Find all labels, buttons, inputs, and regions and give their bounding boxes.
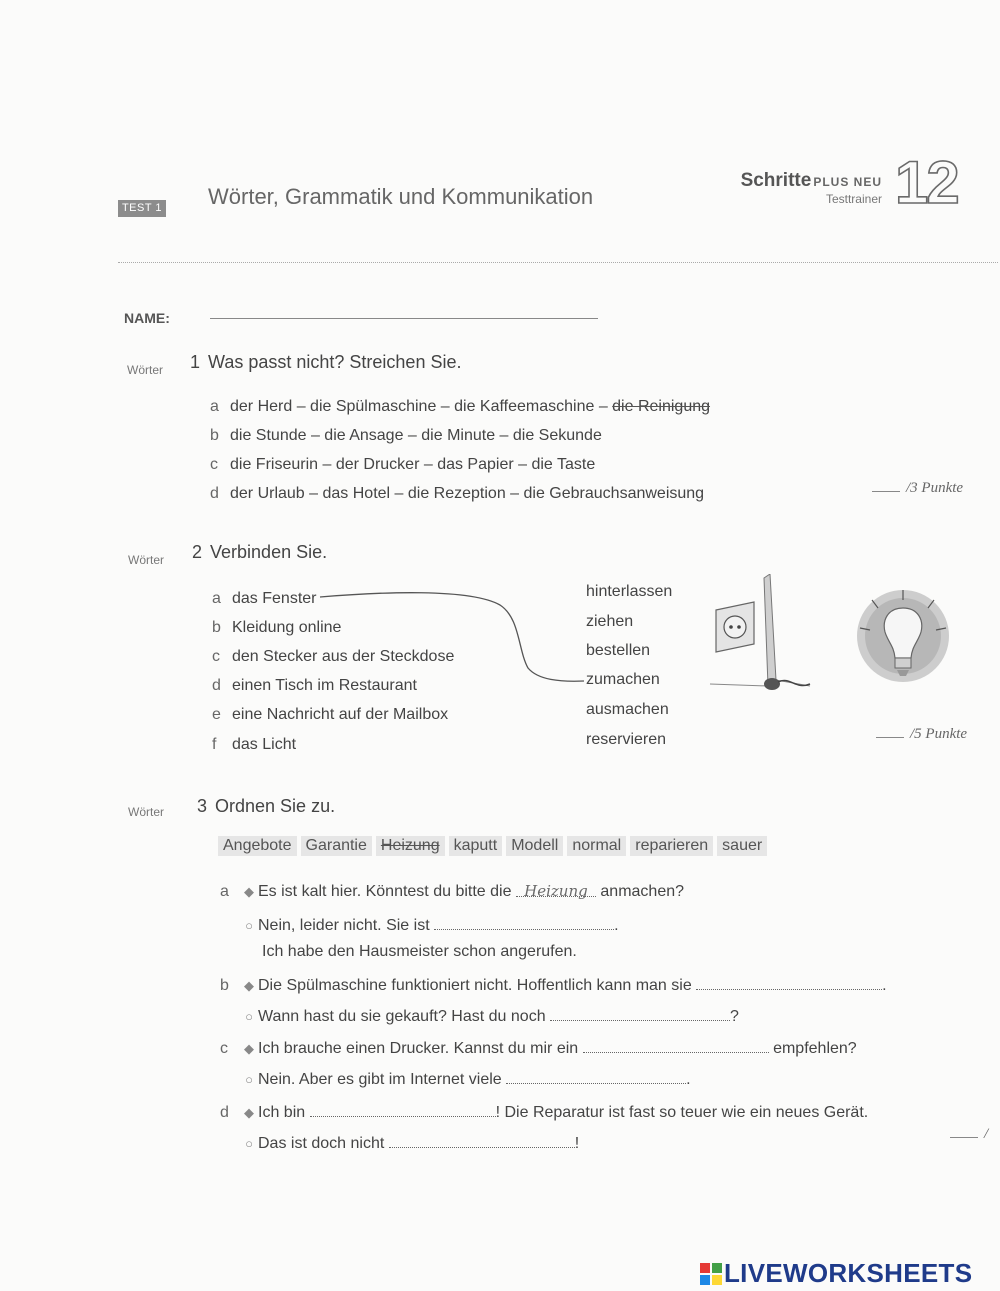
liveworksheets-icon bbox=[700, 1263, 722, 1285]
ex2-instruction: Verbinden Sie. bbox=[210, 542, 328, 562]
dialog-c-line2 bbox=[240, 1069, 691, 1089]
test-badge: TEST 1 bbox=[118, 200, 166, 217]
word-kaputt[interactable]: kaputt bbox=[449, 836, 503, 856]
ex2-letter: e bbox=[212, 706, 221, 723]
blank-input[interactable] bbox=[434, 915, 614, 930]
ex2-category: Wörter bbox=[128, 553, 164, 567]
ex1-category: Wörter bbox=[127, 363, 163, 377]
ex2-letter: d bbox=[212, 677, 221, 694]
dialog-text: . bbox=[686, 1071, 691, 1088]
dialog-text: Ich bin bbox=[258, 1104, 306, 1121]
ex2-verb-ziehen[interactable]: ziehen bbox=[586, 613, 634, 630]
dialog-letter: b bbox=[220, 977, 229, 994]
ex2-letter: f bbox=[212, 736, 217, 753]
ex1-instruction: Was passt nicht? Streichen Sie. bbox=[208, 352, 462, 372]
dialog-text: . bbox=[882, 977, 887, 994]
speaker-b-icon: ○ bbox=[245, 1009, 253, 1024]
dialog-text: Das ist doch nicht bbox=[258, 1135, 385, 1152]
points-label: /5 Punkte bbox=[910, 726, 968, 742]
blank-input[interactable] bbox=[583, 1038, 769, 1053]
points-label: /3 Punkte bbox=[906, 480, 964, 496]
dialog-text: Es ist kalt hier. Könntest du bitte die bbox=[258, 883, 512, 900]
word-bank bbox=[218, 836, 771, 856]
ex3-instruction: Ordnen Sie zu. bbox=[215, 796, 336, 816]
ex2-left-text: Kleidung online bbox=[232, 619, 342, 636]
liveworksheets-text: LIVEWORKSHEETS bbox=[724, 1258, 973, 1288]
speaker-a-icon: ◆ bbox=[244, 884, 254, 899]
dialog-b-line2 bbox=[240, 1006, 739, 1026]
ex2-verb-ausmachen[interactable]: ausmachen bbox=[586, 701, 669, 718]
dialog-letter: a bbox=[220, 883, 229, 900]
word-heizung[interactable]: Heizung bbox=[376, 836, 445, 856]
dialog-text: ? bbox=[730, 1008, 739, 1025]
ex2-verb-bestellen[interactable]: bestellen bbox=[586, 642, 651, 659]
dialog-d-line1 bbox=[220, 1102, 868, 1122]
word-reparieren[interactable]: reparieren bbox=[630, 836, 713, 856]
blank-input[interactable] bbox=[506, 1069, 686, 1084]
socket-illustration bbox=[702, 574, 818, 702]
blank-input[interactable] bbox=[310, 1102, 496, 1117]
speaker-a-icon: ◆ bbox=[244, 978, 254, 993]
ex1-row-text[interactable]: die Stunde – die Ansage – die Minute – die Sekunde bbox=[230, 427, 602, 444]
dialog-letter: c bbox=[220, 1040, 228, 1057]
ex3-number: 3 bbox=[197, 796, 208, 816]
dialog-text: ! Die Reparatur ist fast so teuer wie ein neues Gerät. bbox=[495, 1104, 869, 1121]
ex3-points bbox=[950, 1126, 988, 1143]
page-title: Wörter, Grammatik und Kommunikation bbox=[208, 184, 594, 209]
dialog-text: Wann hast du sie gekauft? Hast du noch bbox=[258, 1008, 546, 1025]
points-blank[interactable] bbox=[876, 737, 904, 738]
dialog-text: Die Spülmaschine funktioniert nicht. Hoffentlich kann man sie bbox=[258, 977, 692, 994]
ex1-row-text: der Herd – die Spülmaschine – die Kaffeemaschine – bbox=[230, 398, 613, 415]
dialog-a-line1 bbox=[220, 882, 684, 901]
word-angebote[interactable]: Angebote bbox=[218, 836, 297, 856]
ex1-struck-answer[interactable]: die Reinigung bbox=[612, 398, 711, 415]
speaker-b-icon: ○ bbox=[245, 1136, 253, 1151]
word-modell[interactable]: Modell bbox=[506, 836, 563, 856]
speaker-a-icon: ◆ bbox=[244, 1041, 254, 1056]
points-label: / bbox=[984, 1126, 989, 1142]
dialog-text: Nein. Aber es gibt im Internet viele bbox=[258, 1071, 502, 1088]
ex2-number: 2 bbox=[192, 542, 203, 562]
ex2-verb-zumachen[interactable]: zumachen bbox=[586, 671, 660, 688]
ex2-letter: c bbox=[212, 648, 220, 665]
dialog-b-line1 bbox=[220, 975, 887, 995]
ex2-left-text: eine Nachricht auf der Mailbox bbox=[232, 706, 449, 723]
dialog-a-line2 bbox=[240, 915, 619, 935]
speaker-a-icon: ◆ bbox=[244, 1105, 254, 1120]
ex1-letter: a bbox=[210, 398, 219, 415]
word-garantie[interactable]: Garantie bbox=[301, 836, 372, 856]
brand-plus: PLUS NEU bbox=[813, 175, 882, 189]
ex2-left-text: den Stecker aus der Steckdose bbox=[232, 648, 455, 665]
name-label: NAME: bbox=[124, 310, 170, 326]
ex2-left-text: das Fenster bbox=[232, 590, 317, 607]
ex2-left-text: das Licht bbox=[232, 736, 297, 753]
blank-input[interactable] bbox=[550, 1006, 730, 1021]
dialog-text: ! bbox=[574, 1135, 580, 1152]
light-bulb-illustration bbox=[852, 586, 954, 690]
ex1-number: 1 bbox=[190, 352, 201, 372]
dialog-text: Nein, leider nicht. Sie ist bbox=[258, 917, 430, 934]
ex2-verb-hinterlassen[interactable]: hinterlassen bbox=[586, 583, 673, 600]
ex3-title bbox=[197, 796, 335, 817]
dialog-text: empfehlen? bbox=[773, 1040, 857, 1057]
dialog-text: . bbox=[614, 917, 619, 934]
dialog-d-line2 bbox=[240, 1133, 579, 1153]
brand-subtitle: Testtrainer bbox=[825, 192, 882, 206]
ex1-letter: d bbox=[210, 485, 219, 502]
blank-input[interactable] bbox=[389, 1133, 575, 1148]
liveworksheets-logo[interactable] bbox=[700, 1258, 972, 1289]
ex2-letter: b bbox=[212, 619, 221, 636]
dialog-a-line3: Ich habe den Hausmeister schon angerufen. bbox=[262, 943, 577, 960]
blank-input[interactable] bbox=[696, 975, 882, 990]
dialog-c-line1 bbox=[220, 1038, 857, 1058]
brand-name: Schritte bbox=[740, 170, 812, 191]
word-normal[interactable]: normal bbox=[567, 836, 626, 856]
dialog-text: Ich brauche einen Drucker. Kannst du mir ein bbox=[258, 1040, 579, 1057]
ex1-row-text[interactable]: der Urlaub – das Hotel – die Rezeption – die Gebrauchsanweisung bbox=[230, 485, 705, 502]
points-blank[interactable] bbox=[950, 1137, 978, 1138]
dialog-letter: d bbox=[220, 1104, 229, 1121]
speaker-b-icon: ○ bbox=[245, 918, 253, 933]
chapter-number: 12 bbox=[895, 149, 958, 216]
ex2-verb-reservieren[interactable]: reservieren bbox=[586, 731, 667, 748]
ex2-letter: a bbox=[212, 590, 221, 607]
ex3-category: Wörter bbox=[128, 805, 164, 819]
ex1-letter: b bbox=[210, 427, 219, 444]
ex1-row-text[interactable]: die Friseurin – der Drucker – das Papier – die Taste bbox=[230, 456, 596, 473]
speaker-b-icon: ○ bbox=[245, 1072, 253, 1087]
ex1-letter: c bbox=[210, 456, 218, 473]
ex2-points bbox=[876, 726, 967, 743]
word-sauer[interactable]: sauer bbox=[717, 836, 767, 856]
blank-input[interactable]: Heizung bbox=[516, 882, 596, 897]
dialog-text: anmachen? bbox=[600, 883, 685, 900]
ex2-left-text: einen Tisch im Restaurant bbox=[232, 677, 417, 694]
